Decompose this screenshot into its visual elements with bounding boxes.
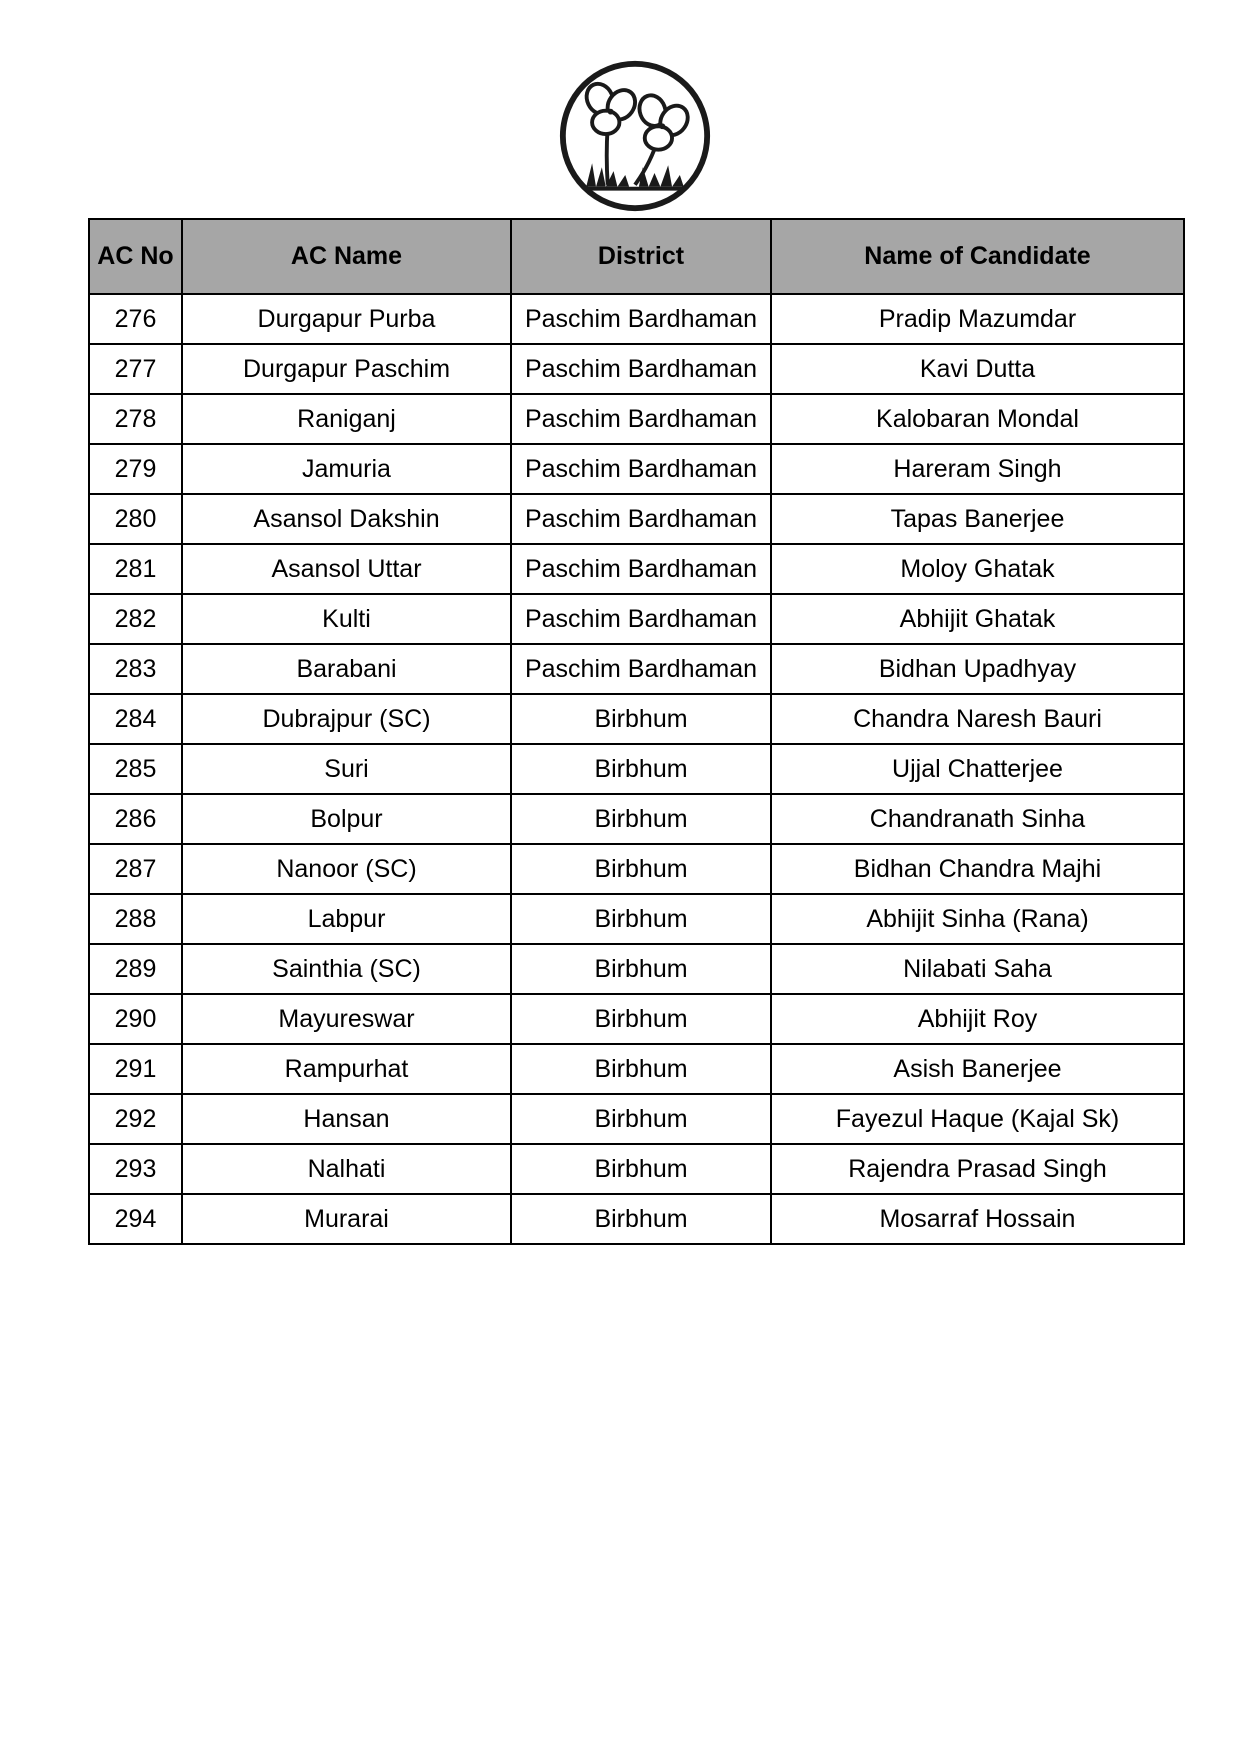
cell-ac-no: 291 [89, 1044, 182, 1094]
cell-ac-name: Raniganj [182, 394, 511, 444]
cell-district: Paschim Bardhaman [511, 344, 771, 394]
cell-district: Birbhum [511, 844, 771, 894]
table-row [89, 694, 1184, 744]
cell-candidate-name: Tapas Banerjee [771, 494, 1184, 544]
cell-district: Birbhum [511, 744, 771, 794]
table-row [89, 1144, 1184, 1194]
cell-district: Birbhum [511, 794, 771, 844]
cell-ac-name: Nanoor (SC) [182, 844, 511, 894]
cell-ac-name: Barabani [182, 644, 511, 694]
cell-ac-name: Labpur [182, 894, 511, 944]
cell-ac-no: 282 [89, 594, 182, 644]
cell-ac-no: 290 [89, 994, 182, 1044]
cell-ac-name: Hansan [182, 1094, 511, 1144]
cell-district: Paschim Bardhaman [511, 544, 771, 594]
cell-ac-no: 276 [89, 294, 182, 344]
cell-ac-no: 285 [89, 744, 182, 794]
table-row [89, 844, 1184, 894]
cell-candidate-name: Rajendra Prasad Singh [771, 1144, 1184, 1194]
table-row [89, 594, 1184, 644]
table-row [89, 794, 1184, 844]
cell-candidate-name: Kalobaran Mondal [771, 394, 1184, 444]
cell-candidate-name: Abhijit Sinha (Rana) [771, 894, 1184, 944]
cell-district: Birbhum [511, 1094, 771, 1144]
cell-ac-name: Durgapur Paschim [182, 344, 511, 394]
cell-candidate-name: Pradip Mazumdar [771, 294, 1184, 344]
cell-ac-no: 284 [89, 694, 182, 744]
cell-ac-name: Mayureswar [182, 994, 511, 1044]
cell-candidate-name: Moloy Ghatak [771, 544, 1184, 594]
cell-district: Paschim Bardhaman [511, 594, 771, 644]
cell-district: Paschim Bardhaman [511, 494, 771, 544]
table-row [89, 294, 1184, 344]
header-ac-no: AC No [89, 219, 182, 294]
cell-ac-no: 280 [89, 494, 182, 544]
cell-candidate-name: Ujjal Chatterjee [771, 744, 1184, 794]
cell-candidate-name: Abhijit Ghatak [771, 594, 1184, 644]
cell-candidate-name: Chandranath Sinha [771, 794, 1184, 844]
header-district: District [511, 219, 771, 294]
cell-ac-no: 293 [89, 1144, 182, 1194]
cell-ac-name: Jamuria [182, 444, 511, 494]
cell-ac-no: 288 [89, 894, 182, 944]
cell-ac-no: 283 [89, 644, 182, 694]
table-row [89, 1044, 1184, 1094]
table-row [89, 894, 1184, 944]
cell-ac-name: Asansol Uttar [182, 544, 511, 594]
cell-ac-no: 279 [89, 444, 182, 494]
table-row [89, 494, 1184, 544]
table-row [89, 994, 1184, 1044]
cell-district: Birbhum [511, 1144, 771, 1194]
cell-district: Birbhum [511, 894, 771, 944]
cell-ac-no: 294 [89, 1194, 182, 1244]
cell-ac-no: 286 [89, 794, 182, 844]
cell-district: Paschim Bardhaman [511, 394, 771, 444]
table-row [89, 744, 1184, 794]
cell-candidate-name: Chandra Naresh Bauri [771, 694, 1184, 744]
table-row [89, 444, 1184, 494]
cell-ac-name: Kulti [182, 594, 511, 644]
cell-ac-no: 281 [89, 544, 182, 594]
cell-candidate-name: Asish Banerjee [771, 1044, 1184, 1094]
table-row [89, 944, 1184, 994]
table-row [89, 1094, 1184, 1144]
table-row [89, 394, 1184, 444]
cell-candidate-name: Kavi Dutta [771, 344, 1184, 394]
cell-district: Birbhum [511, 694, 771, 744]
cell-ac-name: Asansol Dakshin [182, 494, 511, 544]
header-candidate-name: Name of Candidate [771, 219, 1184, 294]
cell-candidate-name: Bidhan Upadhyay [771, 644, 1184, 694]
cell-district: Birbhum [511, 1044, 771, 1094]
cell-candidate-name: Hareram Singh [771, 444, 1184, 494]
cell-ac-name: Suri [182, 744, 511, 794]
cell-district: Paschim Bardhaman [511, 294, 771, 344]
header-ac-name: AC Name [182, 219, 511, 294]
table-row [89, 1194, 1184, 1244]
cell-ac-name: Sainthia (SC) [182, 944, 511, 994]
cell-ac-name: Murarai [182, 1194, 511, 1244]
candidates-table [88, 218, 1185, 1245]
table-row [89, 344, 1184, 394]
party-logo [556, 58, 714, 214]
cell-ac-name: Dubrajpur (SC) [182, 694, 511, 744]
cell-candidate-name: Abhijit Roy [771, 994, 1184, 1044]
cell-candidate-name: Mosarraf Hossain [771, 1194, 1184, 1244]
cell-ac-name: Bolpur [182, 794, 511, 844]
cell-ac-name: Rampurhat [182, 1044, 511, 1094]
table-row [89, 544, 1184, 594]
twin-flowers-grass-emblem-icon [556, 58, 714, 214]
table-header-row [89, 219, 1184, 294]
cell-ac-no: 277 [89, 344, 182, 394]
cell-candidate-name: Bidhan Chandra Majhi [771, 844, 1184, 894]
table-row [89, 644, 1184, 694]
cell-district: Birbhum [511, 994, 771, 1044]
cell-ac-no: 292 [89, 1094, 182, 1144]
cell-ac-name: Nalhati [182, 1144, 511, 1194]
cell-ac-name: Durgapur Purba [182, 294, 511, 344]
cell-district: Paschim Bardhaman [511, 444, 771, 494]
cell-candidate-name: Nilabati Saha [771, 944, 1184, 994]
cell-ac-no: 278 [89, 394, 182, 444]
cell-district: Birbhum [511, 944, 771, 994]
cell-ac-no: 287 [89, 844, 182, 894]
cell-district: Paschim Bardhaman [511, 644, 771, 694]
cell-candidate-name: Fayezul Haque (Kajal Sk) [771, 1094, 1184, 1144]
cell-ac-no: 289 [89, 944, 182, 994]
cell-district: Birbhum [511, 1194, 771, 1244]
